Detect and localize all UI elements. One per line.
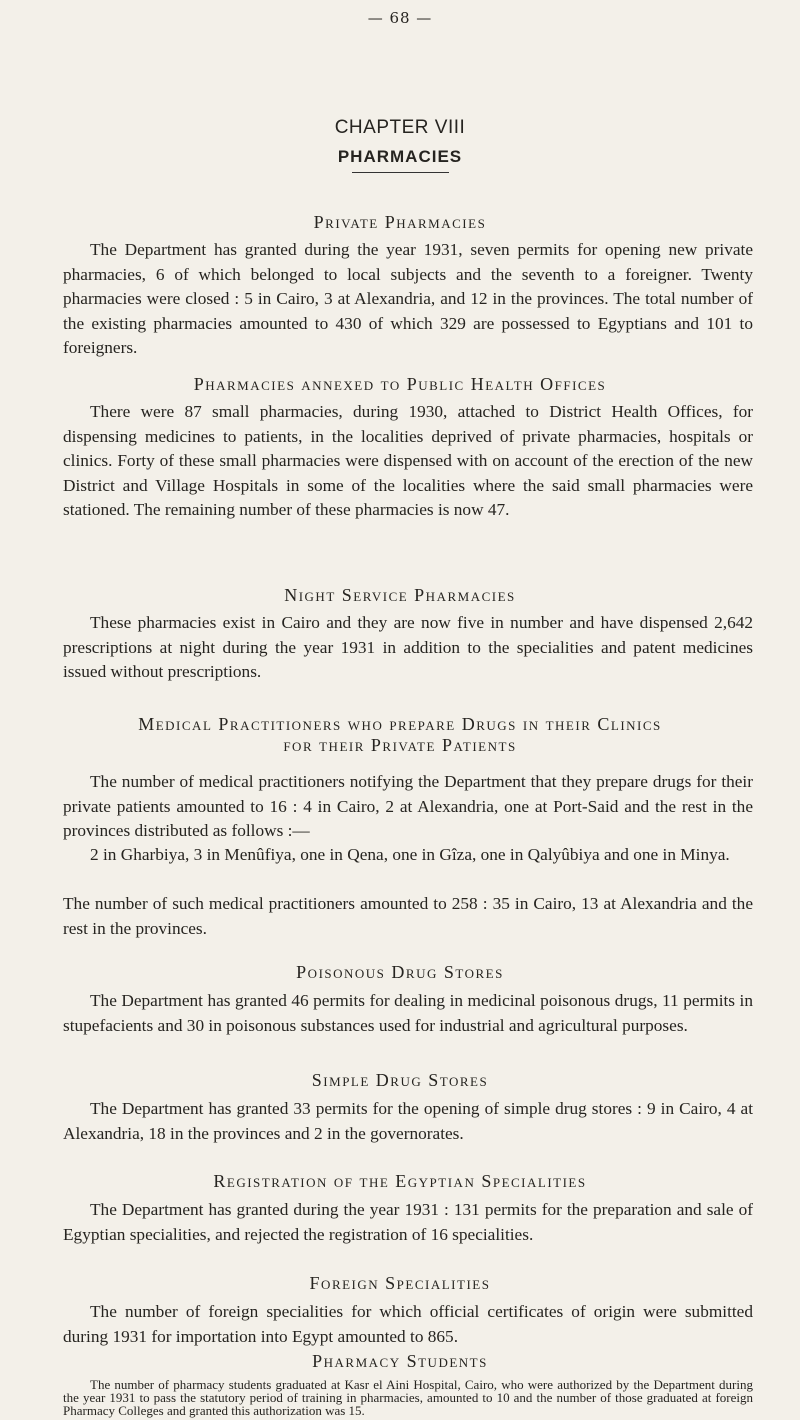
section-heading-night-service: Night Service Pharmacies	[284, 585, 516, 605]
section-heading-line-2: for their Private Patients	[283, 735, 517, 755]
paragraph-private-pharmacies: The Department has granted during the year 1931, seven permits for opening new private pharmacies, 6 of which belonged to local subjects and the seventh to a foreigner. Twenty pharmacies were closed : 5 in Cairo, 3 at Alexandria, and 12 in the provinces. The total number of the existing pharmacies amounted to 430 of which 329 are possessed to Egyptians and 101 to foreigners.	[63, 240, 753, 357]
paragraph-night-service: These pharmacies exist in Cairo and they are now five in number and have dispensed 2,642 prescriptions at night during the year 1931 in addition to the specialities and patent medicines issued without prescriptions.	[63, 613, 753, 681]
paragraph-medical-practitioners-2: 2 in Gharbiya, 3 in Menûfiya, one in Qena, one in Gîza, one in Qalyûbiya and one in Minya.	[90, 845, 730, 864]
section-heading-public-health-pharmacies: Pharmacies annexed to Public Health Offices	[193, 374, 607, 394]
page-number: — 68 —	[367, 9, 433, 27]
section-heading-medical-practitioners	[0, 714, 800, 756]
section-heading-pharmacy-students: Pharmacy Students	[312, 1351, 488, 1371]
paragraph-medical-practitioners-3: The number of such medical practitioners amounted to 258 : 35 in Cairo, 13 at Alexandria and the rest in the provinces.	[63, 894, 753, 938]
section-heading-line-1: Medical Practitioners who prepare Drugs in their Clinics	[138, 714, 662, 734]
paragraph-medical-practitioners-1: The number of medical practitioners notifying the Department that they prepare drugs for their private patients amounted to 16 : 4 in Cairo, 2 at Alexandria, one at Port-Said and the rest in the provinces distributed as follows :—	[63, 772, 753, 840]
section-heading-poisonous-drug-stores: Poisonous Drug Stores	[296, 962, 504, 982]
section-heading-simple-drug-stores: Simple Drug Stores	[311, 1070, 489, 1090]
paragraph-pharmacy-students: The number of pharmacy students graduated at Kasr el Aini Hospital, Cairo, who were authorized by the Department during the year 1931 to pass the statutory period of training in pharmacies, amounted to 10 and the number of those graduated at foreign Pharmacy Colleges and granted this authorization was 15.	[63, 1377, 753, 1418]
page-title: PHARMACIES	[337, 147, 463, 166]
chapter-heading: CHAPTER VIII	[334, 117, 466, 138]
paragraph-poisonous-drug-stores: The Department has granted 46 permits for dealing in medicinal poisonous drugs, 11 permits in stupefacients and 30 in poisonous substances used for industrial and agricultural purposes.	[63, 991, 753, 1035]
paragraph-simple-drug-stores: The Department has granted 33 permits for the opening of simple drug stores : 9 in Cairo, 4 at Alexandria, 18 in the provinces and 2 in the governorates.	[63, 1099, 753, 1143]
paragraph-egyptian-specialities: The Department has granted during the year 1931 : 131 permits for the preparation and sale of Egyptian specialities, and rejected the registration of 16 specialities.	[63, 1200, 753, 1244]
section-heading-foreign-specialities: Foreign Specialities	[309, 1273, 491, 1293]
paragraph-public-health-pharmacies: There were 87 small pharmacies, during 1930, attached to District Health Offices, for dispensing medicines to patients, in the localities deprived of private pharmacies, hospitals or clinics. Forty of these small pharmacies were dispensed with on account of the erection of the new District and Village Hospitals in some of the localities where the said small pharmacies were stationed. The remaining number of these pharmacies is now 47.	[63, 402, 753, 519]
paragraph-foreign-specialities: The number of foreign specialities for which official certificates of origin were submitted during 1931 for importation into Egypt amounted to 865.	[63, 1302, 753, 1346]
section-heading-egyptian-specialities: Registration of the Egyptian Specialities	[213, 1171, 587, 1191]
section-heading-private-pharmacies: Private Pharmacies	[313, 212, 487, 232]
title-underline	[352, 172, 449, 173]
